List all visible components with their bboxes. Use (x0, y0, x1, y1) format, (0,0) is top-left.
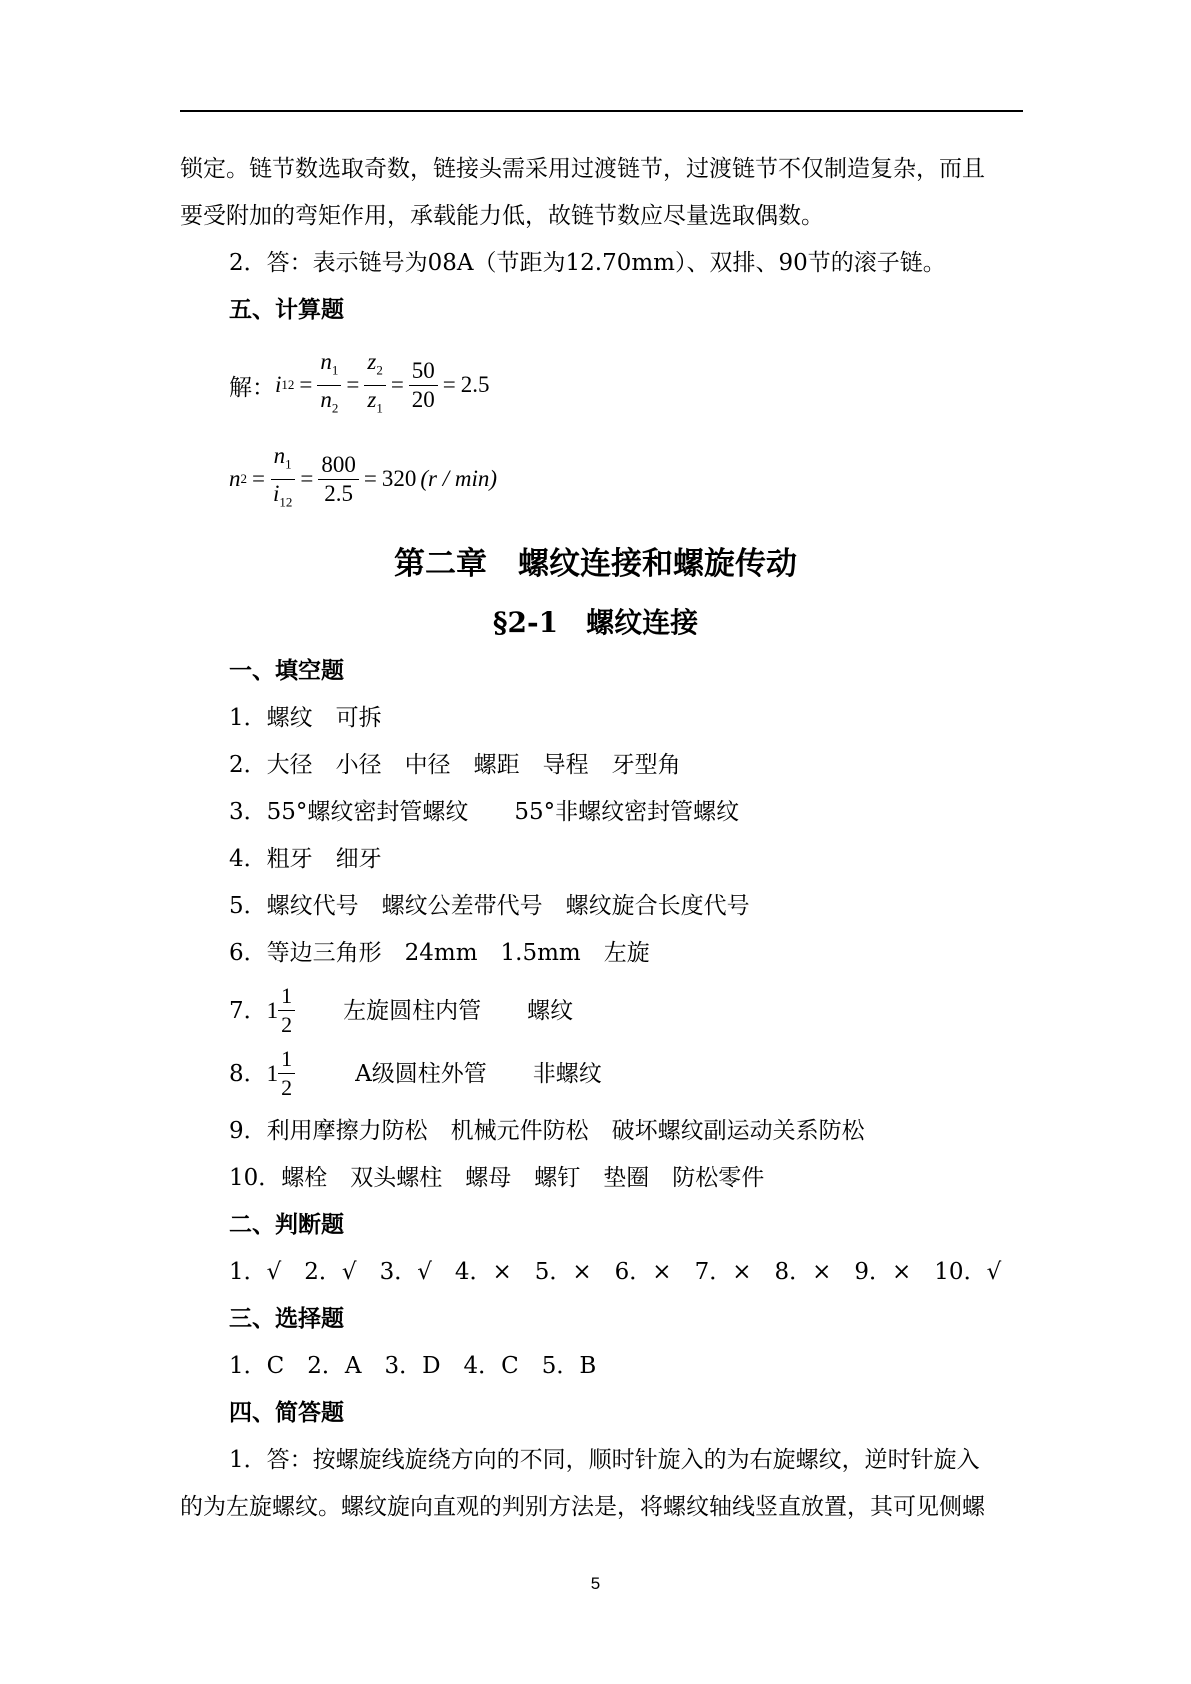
heading-judge: 二、判断题 (229, 1211, 344, 1238)
fill-item: 10．螺栓 双头螺柱 螺母 螺钉 垫圈 防松零件 (229, 1165, 765, 1191)
jie-label: 解： (229, 374, 275, 401)
symbol-i: i (275, 372, 282, 398)
paragraph-line: 要受附加的弯矩作用，承载能力低，故链节数应尽量选取偶数。 (180, 203, 824, 229)
fill-item: 6．等边三角形 24mm 1.5mm 左旋 (229, 940, 650, 966)
section-heading-calc: 五、计算题 (229, 296, 344, 323)
short-answer-line: 的为左旋螺纹。螺纹旋向直观的判别方法是，将螺纹轴线竖直放置，其可见侧螺 (180, 1494, 985, 1520)
heading-short-answer: 四、简答题 (229, 1399, 344, 1426)
fill-item: 1．螺纹 可拆 (229, 705, 382, 731)
fill-item: 4．粗牙 细牙 (229, 846, 382, 872)
fill-item: 5．螺纹代号 螺纹公差带代号 螺纹旋合长度代号 (229, 893, 750, 919)
header-rule (180, 110, 1023, 112)
fill-item: 9．利用摩擦力防松 机械元件防松 破坏螺纹副运动关系防松 (229, 1118, 865, 1144)
fill-item-8: 8． 1 $\frac{1}{2}$ A级圆柱外管 非螺纹 (229, 1046, 602, 1100)
fraction-50-20: $\frac{50}{20}$ (409, 357, 438, 414)
paragraph-line: 锁定。链节数选取奇数，链接头需采用过渡链节，过渡链节不仅制造复杂，而且 (180, 156, 985, 182)
fill-item: 2．大径 小径 中径 螺距 导程 牙型角 (229, 752, 681, 778)
page-number: 5 (590, 1574, 601, 1593)
fill-item-7: 7． 1 $\frac{1}{2}$ 左旋圆柱内管 螺纹 (229, 983, 574, 1037)
fraction-n1-i12: $\frac{n_1}{i_{12}}$ (270, 442, 295, 516)
subscript: 12 (281, 377, 295, 393)
unit-label: (r / min) (420, 466, 498, 492)
fill-item: 3．55°螺纹密封管螺纹 55°非螺纹密封管螺纹 (229, 799, 740, 825)
equation-ratio: 解： i 12 = $\frac{n_1}{n_2}$ = $\frac{z_2}{z_1}$ = $\frac{50}{20}$ = 2.5 (229, 348, 490, 422)
result-ratio: 2.5 (460, 372, 490, 398)
answer-line: 2．答：表示链号为08A（节距为12.70mm）、双排、90节的滚子链。 (229, 250, 946, 276)
choice-answers: 1．C 2．A 3．D 4．C 5．B (229, 1353, 597, 1379)
result-speed: 320 (381, 466, 417, 492)
equation-speed: n 2 = $\frac{n_1}{i_{12}}$ = $\frac{800}{2.5}$ = 320 (r / min) (229, 442, 497, 516)
chapter-title: 第二章 螺纹连接和螺旋传动 (394, 546, 797, 582)
heading-fill-in: 一、填空题 (229, 657, 344, 684)
fraction-z2-z1: $\frac{z_2}{z_1}$ (364, 348, 385, 422)
judge-answers: 1．√ 2．√ 3．√ 4．× 5．× 6．× 7．× 8．× 9．× 10．√ (229, 1259, 1002, 1285)
fraction-n1-n2: $\frac{n_1}{n_2}$ (317, 348, 341, 422)
heading-choice: 三、选择题 (229, 1305, 344, 1332)
section-title: §2-1 螺纹连接 (492, 606, 699, 639)
short-answer-line: 1．答：按螺旋线旋绕方向的不同，顺时针旋入的为右旋螺纹，逆时针旋入 (229, 1447, 980, 1473)
fraction-800-2.5: $\frac{800}{2.5}$ (318, 451, 359, 508)
